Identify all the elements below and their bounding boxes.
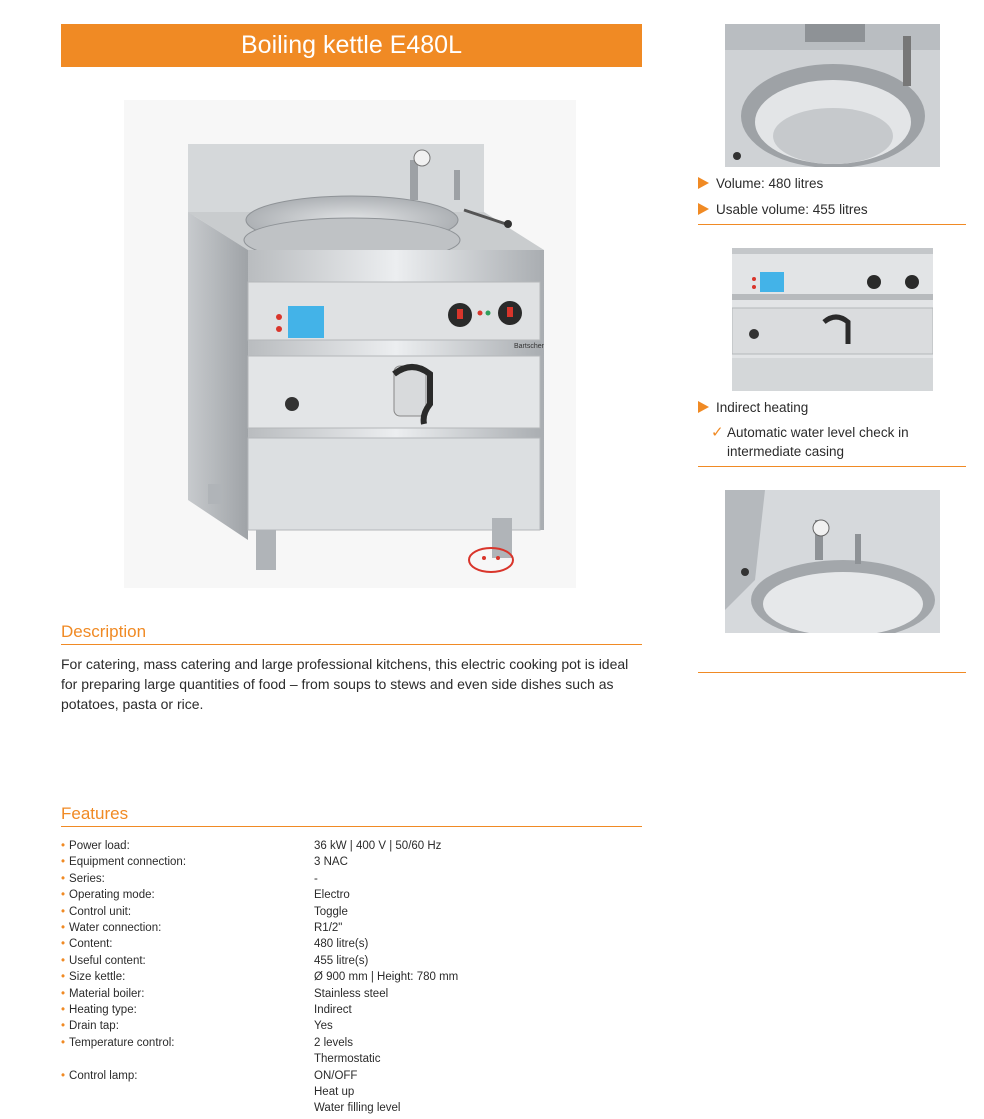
bullet-dot-icon: • bbox=[61, 840, 66, 852]
feature-label-text: Equipment connection: bbox=[69, 856, 187, 869]
feature-row bbox=[61, 920, 646, 936]
feature-row bbox=[61, 969, 646, 985]
bullet-dot-icon: • bbox=[61, 1069, 66, 1082]
feature-row bbox=[61, 854, 646, 870]
features-list bbox=[61, 838, 646, 1117]
feature-value: Yes bbox=[314, 1020, 333, 1033]
feature-values bbox=[314, 920, 646, 936]
triangle-right-icon bbox=[698, 177, 709, 189]
feature-values bbox=[314, 936, 646, 952]
divider bbox=[698, 672, 966, 673]
bullet-dot-icon: • bbox=[61, 921, 66, 934]
spec-bullet-usable-volume bbox=[698, 200, 968, 219]
spec-bullet-volume bbox=[698, 174, 968, 193]
feature-label-text: Control unit: bbox=[69, 905, 132, 918]
triangle-right-icon bbox=[698, 401, 709, 413]
bullet-dot-icon: • bbox=[61, 889, 66, 902]
feature-label-text: Content: bbox=[69, 938, 113, 951]
feature-label-text: Size kettle: bbox=[69, 971, 126, 984]
feature-value: Heat up bbox=[314, 1085, 355, 1098]
feature-values bbox=[314, 904, 646, 920]
feature-values bbox=[314, 887, 646, 903]
feature-values bbox=[314, 838, 646, 854]
feature-label-text: Series: bbox=[69, 872, 105, 885]
feature-row bbox=[61, 904, 646, 920]
feature-values bbox=[314, 1035, 646, 1068]
feature-row bbox=[61, 1035, 646, 1068]
feature-value: Stainless steel bbox=[314, 987, 389, 1000]
feature-label bbox=[61, 854, 311, 870]
divider bbox=[698, 466, 966, 467]
feature-values bbox=[314, 986, 646, 1002]
heating-text: Indirect heating bbox=[716, 400, 809, 415]
volume-text: Volume: 480 litres bbox=[716, 176, 824, 191]
bullet-dot-icon: • bbox=[61, 905, 66, 918]
feature-label-text: Operating mode: bbox=[69, 889, 155, 902]
feature-values bbox=[314, 871, 646, 887]
checkmark-icon: ✓ bbox=[711, 424, 724, 441]
feature-row bbox=[61, 953, 646, 969]
feature-label bbox=[61, 969, 311, 985]
feature-value: Indirect bbox=[314, 1003, 352, 1016]
spec-bullet-heating bbox=[698, 398, 968, 417]
feature-value: ON/OFF bbox=[314, 1069, 358, 1082]
bullet-dot-icon: • bbox=[61, 938, 66, 951]
feature-values bbox=[314, 969, 646, 985]
feature-value: Ø 900 mm | Height: 780 mm bbox=[314, 971, 459, 984]
control-panel-thumbnail[interactable] bbox=[732, 248, 933, 391]
feature-label bbox=[61, 871, 311, 887]
feature-row bbox=[61, 887, 646, 903]
feature-value: - bbox=[314, 872, 318, 885]
feature-value: Thermostatic bbox=[314, 1053, 381, 1066]
feature-label bbox=[61, 887, 311, 903]
feature-label-text: Drain tap: bbox=[69, 1020, 119, 1033]
feature-label bbox=[61, 838, 311, 854]
feature-label-text: Water connection: bbox=[69, 921, 162, 934]
kettle-open-lid-thumbnail[interactable] bbox=[725, 24, 940, 167]
feature-values bbox=[314, 1068, 646, 1117]
feature-row bbox=[61, 986, 646, 1002]
feature-row bbox=[61, 871, 646, 887]
feature-label bbox=[61, 1035, 311, 1051]
description-heading: Description bbox=[61, 622, 642, 645]
feature-label bbox=[61, 1068, 311, 1084]
triangle-right-icon bbox=[698, 203, 709, 215]
page-title: Boiling kettle E480L bbox=[61, 24, 642, 67]
feature-row bbox=[61, 1002, 646, 1018]
spec-check-water-level bbox=[711, 423, 984, 461]
usable-volume-text: Usable volume: 455 litres bbox=[716, 202, 868, 217]
feature-value: 480 litre(s) bbox=[314, 938, 369, 951]
feature-label bbox=[61, 1018, 311, 1034]
feature-label-text: Useful content: bbox=[69, 954, 146, 967]
mascot-icon bbox=[469, 548, 513, 572]
bullet-dot-icon: • bbox=[61, 1020, 66, 1033]
feature-value: 3 NAC bbox=[314, 856, 348, 869]
feature-row bbox=[61, 838, 646, 854]
feature-row bbox=[61, 1018, 646, 1034]
feature-value: Electro bbox=[314, 889, 350, 902]
bullet-dot-icon: • bbox=[61, 954, 66, 967]
bullet-dot-icon: • bbox=[61, 856, 66, 869]
brand-logo: Bartscher bbox=[514, 343, 544, 350]
feature-label-text: Heating type: bbox=[69, 1003, 137, 1016]
feature-values bbox=[314, 1002, 646, 1018]
feature-label bbox=[61, 953, 311, 969]
feature-value: 36 kW | 400 V | 50/60 Hz bbox=[314, 840, 442, 852]
feature-label bbox=[61, 920, 311, 936]
feature-label bbox=[61, 986, 311, 1002]
kettle-fittings-thumbnail[interactable] bbox=[725, 490, 940, 633]
feature-value: Toggle bbox=[314, 905, 348, 918]
feature-label-text: Material boiler: bbox=[69, 987, 145, 1000]
divider bbox=[698, 224, 966, 225]
feature-values bbox=[314, 1018, 646, 1034]
water-check-text: Automatic water level check in intermediate casing bbox=[727, 425, 909, 459]
feature-value: 455 litre(s) bbox=[314, 954, 369, 967]
bullet-dot-icon: • bbox=[61, 1036, 66, 1049]
features-heading: Features bbox=[61, 804, 642, 827]
feature-label-text: Power load: bbox=[69, 840, 130, 852]
feature-label bbox=[61, 936, 311, 952]
feature-row bbox=[61, 1068, 646, 1117]
feature-value: 2 levels bbox=[314, 1036, 353, 1049]
product-photo bbox=[124, 100, 576, 588]
feature-value: R1/2" bbox=[314, 921, 343, 934]
bullet-dot-icon: • bbox=[61, 872, 66, 885]
feature-values bbox=[314, 854, 646, 870]
feature-row bbox=[61, 936, 646, 952]
feature-label-text: Temperature control: bbox=[69, 1036, 175, 1049]
bullet-dot-icon: • bbox=[61, 1003, 66, 1016]
feature-label-text: Control lamp: bbox=[69, 1069, 138, 1082]
feature-value: Water filling level bbox=[314, 1102, 401, 1115]
feature-label bbox=[61, 904, 311, 920]
bullet-dot-icon: • bbox=[61, 971, 66, 984]
description-text: For catering, mass catering and large professional kitchens, this electric cooking pot is ideal for preparing large quantities of food – from soups to stews and even side dishes such as potatoes, pasta or rice. bbox=[61, 656, 629, 712]
feature-values bbox=[314, 953, 646, 969]
bullet-dot-icon: • bbox=[61, 987, 66, 1000]
feature-label bbox=[61, 1002, 311, 1018]
